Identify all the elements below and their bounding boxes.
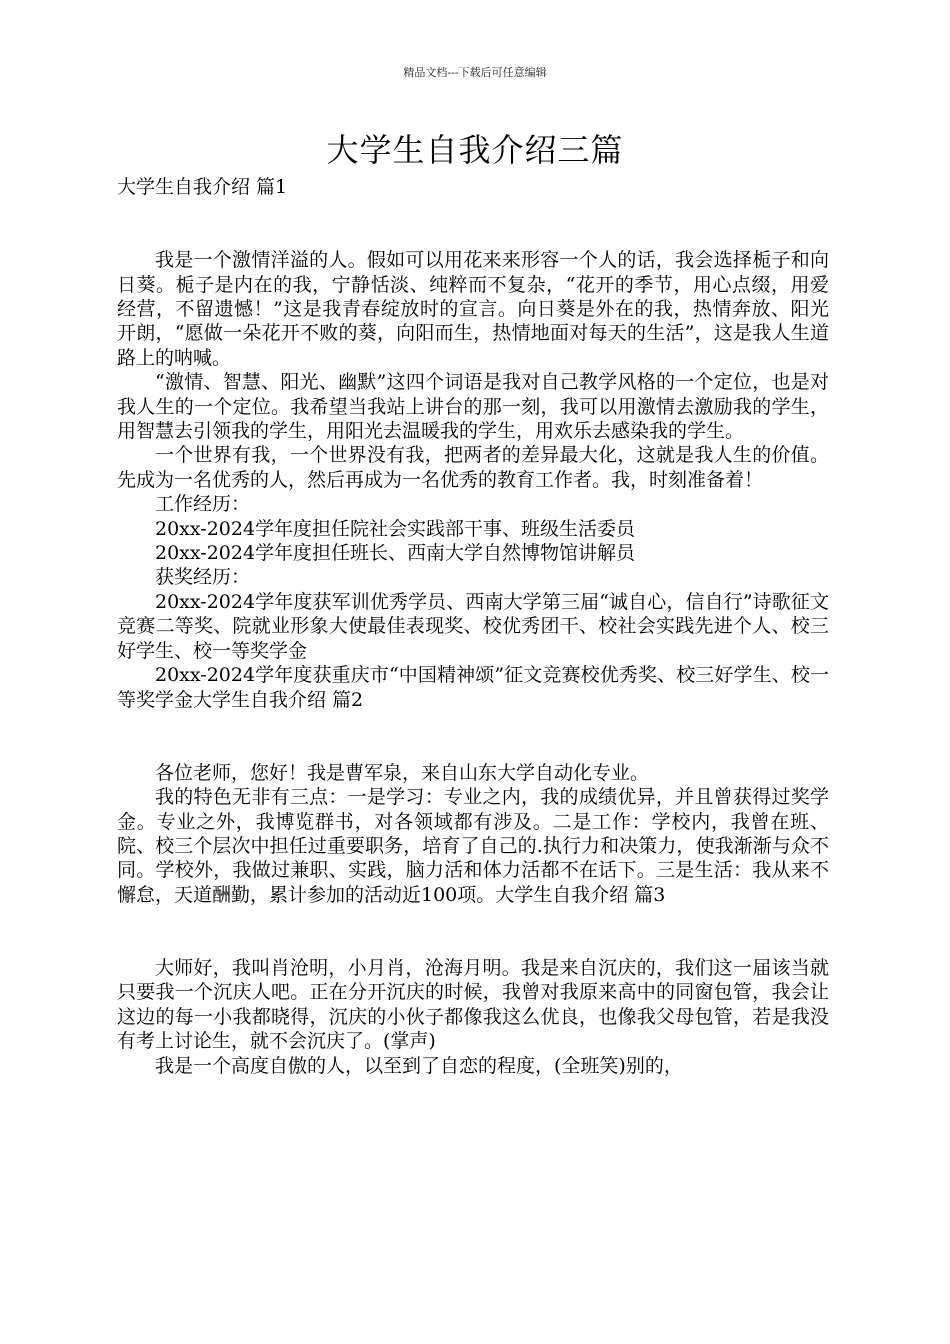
- awards-label: 获奖经历：: [155, 566, 251, 589]
- work-experience-label: 工作经历：: [155, 493, 251, 516]
- paragraph: 各位老师，您好！我是曹军泉，来自山东大学自动化专业。: [155, 761, 650, 784]
- award-item: 20xx-2024学年度获军训优秀学员、西南大学第三届“诚自心，信自行”诗歌征文竞赛二等奖、院就业形象大使最佳表现奖、校优秀团干、校社会实践先进个人、校三好学生、校一等奖学金: [117, 590, 829, 662]
- award-item: 20xx-2024学年度获重庆市“中国精神颂”征文竞赛校优秀奖、校三好学生、校一等奖学金大学生自我介绍 篇2: [117, 664, 829, 711]
- paragraph: 大师好，我叫肖沧明，小月肖，沧海月明。我是来自沉庆的，我们这一届该当就只要我一个沉庆人吧。正在分开沉庆的时候，我曾对我原来高中的同窗包管，我会让这边的每一小我都晓得，沉庆的小伙子都像我这么优良，也像我父母包管，若是我没有考上讨论生，就不会沉庆了。(掌声): [117, 956, 829, 1053]
- work-experience-item: 20xx-2024学年度担任班长、西南大学自然博物馆讲解员: [155, 542, 636, 565]
- document-body: [117, 175, 829, 1078]
- paragraph: 我是一个高度自傲的人，以至到了自恋的程度，(全班笑)别的，: [155, 1054, 683, 1077]
- paragraph: 一个世界有我，一个世界没有我，把两者的差异最大化，这就是我人生的价值。先成为一名优秀的人，然后再成为一名优秀的教育工作者。我，时刻准备着！: [117, 444, 829, 491]
- blank-line: [117, 907, 829, 956]
- paragraph: 我的特色无非有三点：一是学习：专业之内，我的成绩优异，并且曾获得过奖学金。专业之外，我博览群书，对各领域都有涉及。二是工作：学校内，我曾在班、院、校三个层次中担任过重要职务，培育了自己的.执行力和决策力，使我渐渐与众不同。学校外，我做过兼职、实践，脑力活和体力活都不在话下。三是生活：我从来不懈怠，天道酬勤，累计参加的活动近100项。大学生自我介绍 篇3: [117, 786, 829, 906]
- document-title: 大学生自我介绍三篇: [326, 131, 624, 169]
- work-experience-item: 20xx-2024学年度担任院社会实践部干事、班级生活委员: [155, 517, 636, 540]
- page-header: 精品文档---下载后可任意编辑: [403, 66, 547, 79]
- paragraph: 我是一个激情洋溢的人。假如可以用花来来形容一个人的话，我会选择栀子和向日葵。栀子是内在的我，宁静恬淡、纯粹而不复杂，“花开的季节，用心点缀，用爱经营，不留遗憾！”这是我青春绽放时的宣言。向日葵是外在的我，热情奔放、阳光开朗，“愿做一朵花开不败的葵，向阳而生，热情地面对每天的生活”，这是我人生道路上的呐喊。: [117, 249, 829, 369]
- section-1-label: 大学生自我介绍 篇1: [117, 176, 288, 198]
- paragraph: “激情、智慧、阳光、幽默”这四个词语是我对自己教学风格的一个定位，也是对我人生的一个定位。我希望当我站上讲台的那一刻，我可以用激情去激励我的学生，用智慧去引领我的学生，用阳光去温暖我的学生，用欢乐去感染我的学生。: [117, 371, 829, 443]
- blank-line: [117, 712, 829, 761]
- blank-line: [117, 199, 829, 248]
